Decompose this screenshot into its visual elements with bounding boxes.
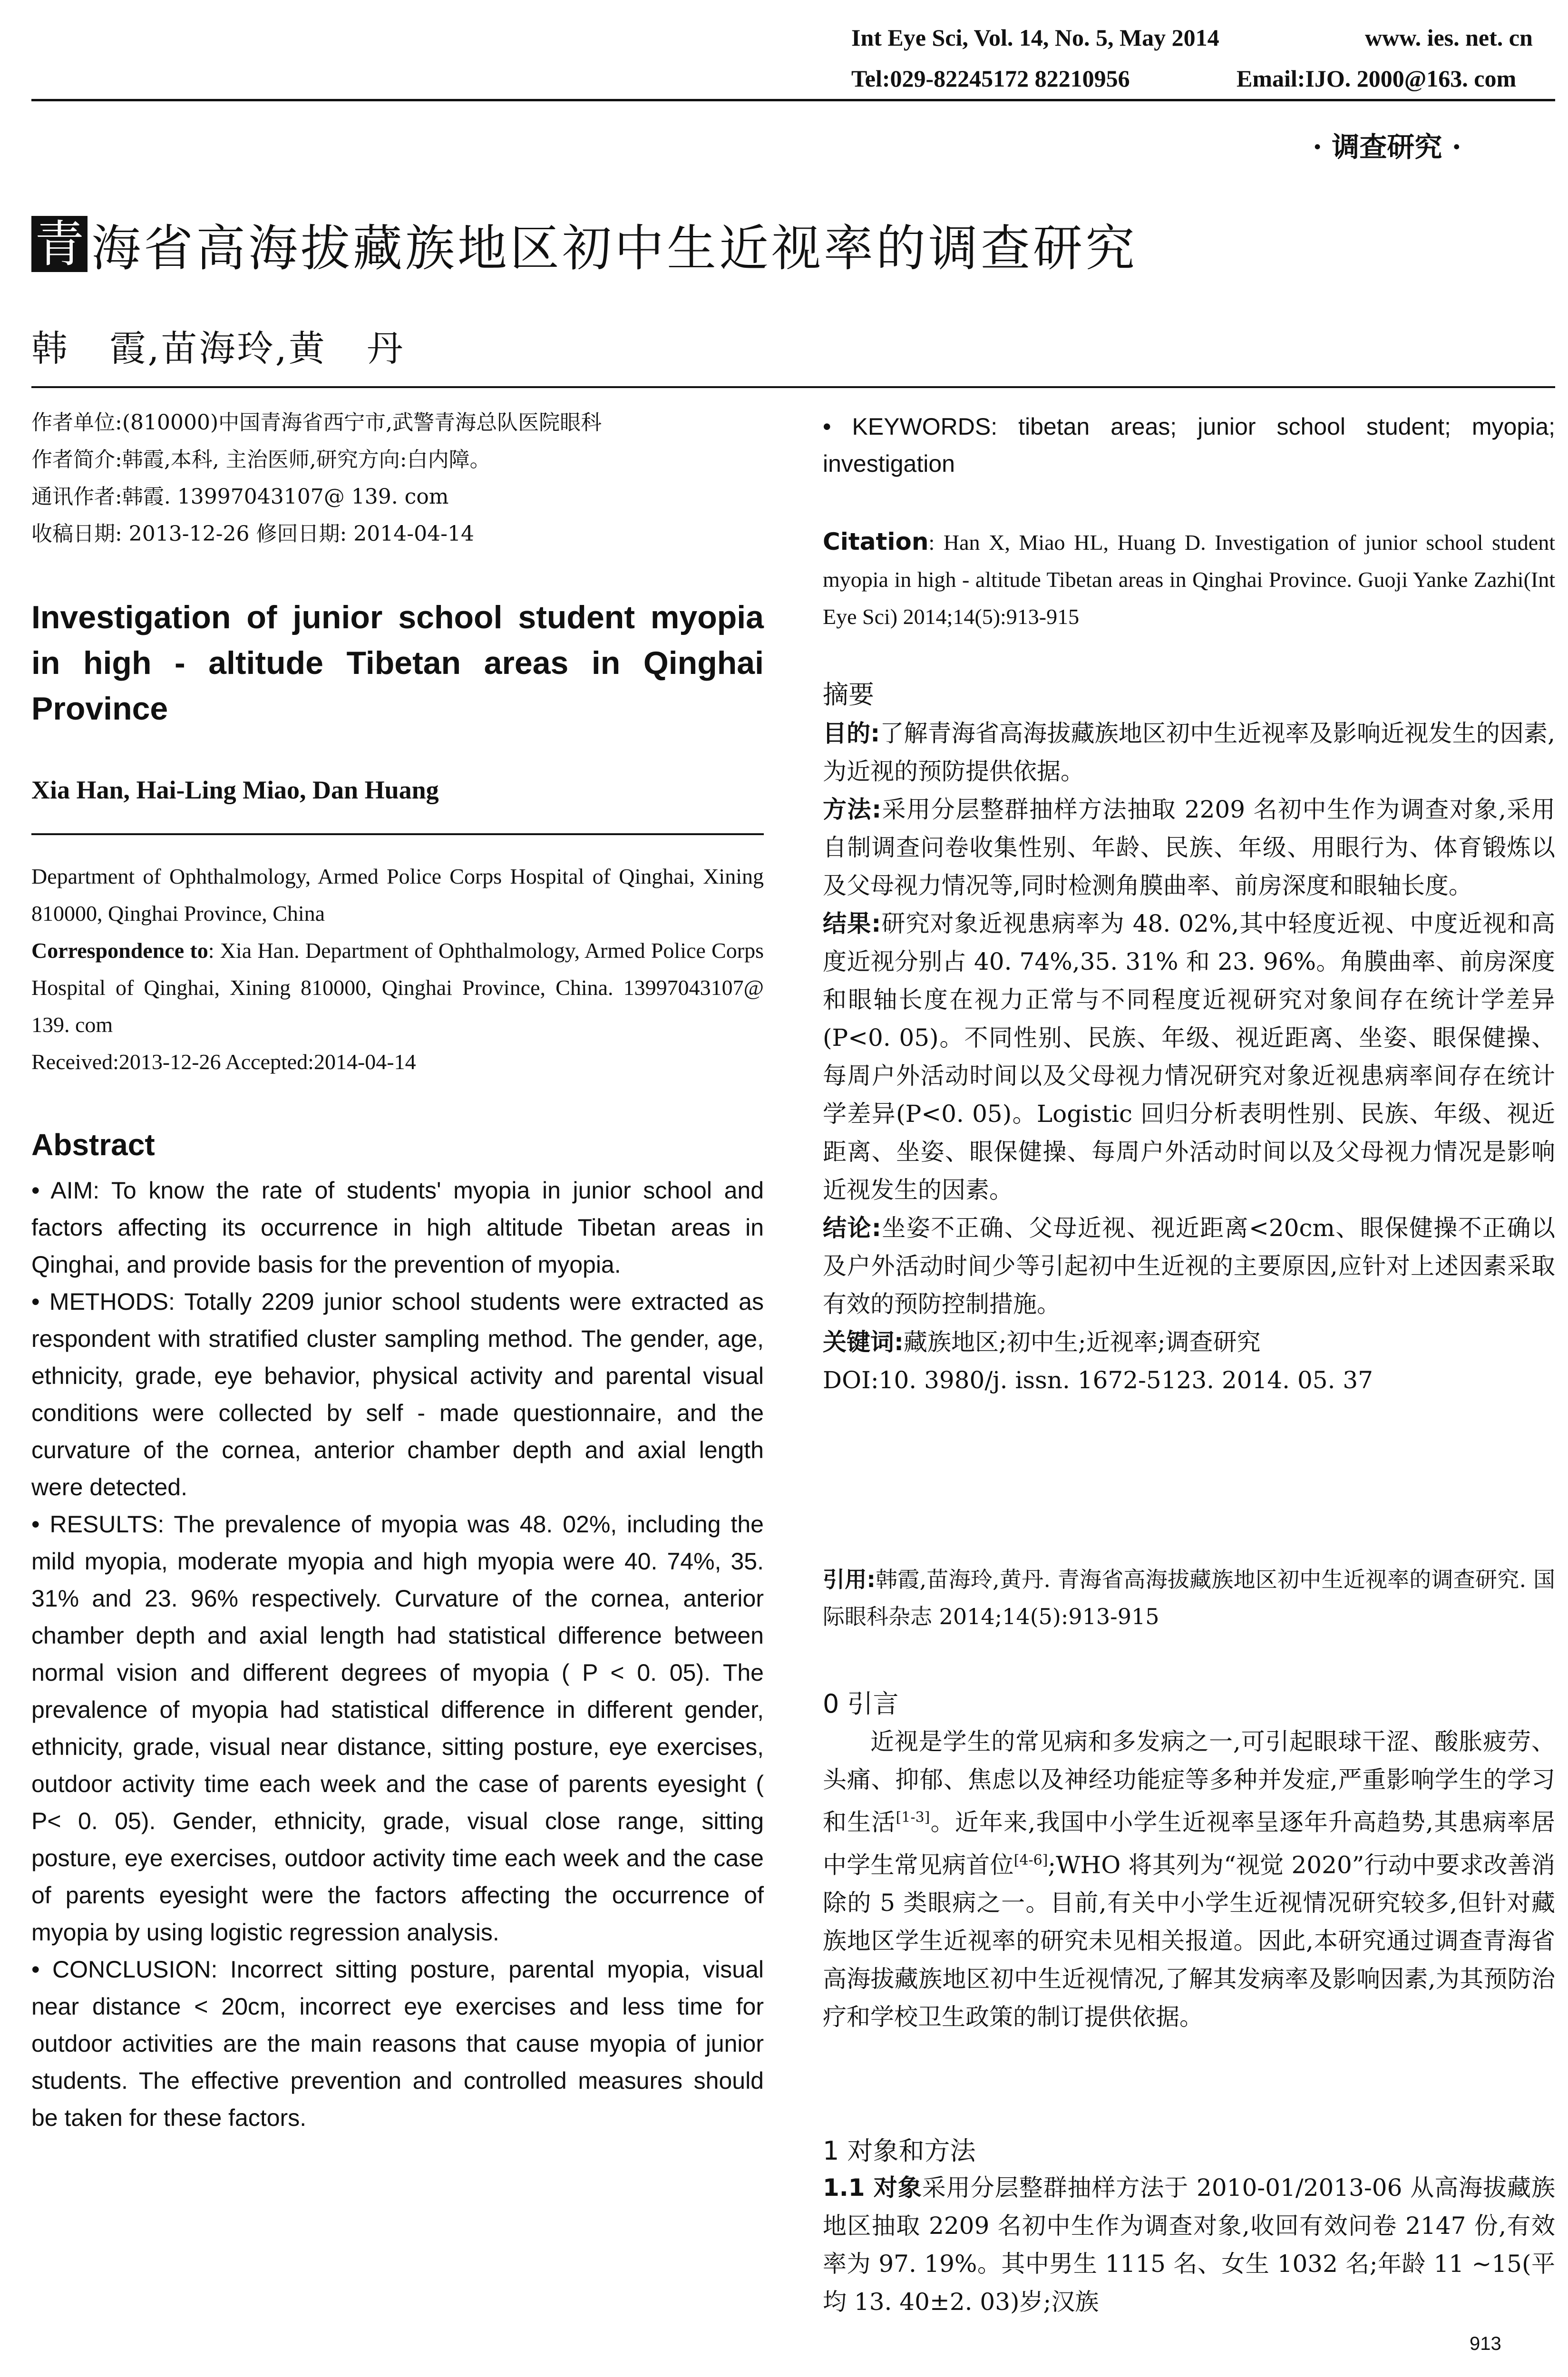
aim-text: : To know the rate of students' myopia in junior school and factors affecting its occurrence in high altitude Tibetan areas in Qinghai, and provide basis for the prevention of myopia. (31, 1177, 764, 1278)
abstract-results (31, 1506, 764, 1951)
journal-email: Email:IJO. 2000@163. com (1237, 65, 1517, 92)
abstract-aim (31, 1172, 764, 1283)
abstract-cn-methods (823, 790, 1555, 905)
correspondence-text: : Xia Han. Department of Ophthalmology, Armed Police Corps Hospital of Qinghai, Xining 810000, Qinghai Province, China. 13997043107@ 139. com (31, 938, 764, 1037)
authors-rule (31, 386, 1555, 388)
intro-text-c: ;WHO 将其列为“视觉 2020”行动中要求改善消除的 5 类眼病之一。目前,有关中小学生近视情况研究较多,但针对藏族地区学生近视率的研究未见相关报道。因此,本研究通过调查青海省高海拔藏族地区初中生近视情况,了解其发病率及影响因素,为其预防治疗和学校卫生政策的制订提供依据。 (823, 1851, 1556, 2031)
section-tag: · 调查研究 · (1313, 131, 1461, 163)
cn-conclusion-text: 坐姿不正确、父母近视、视近距离<20cm、眼保健操不正确以及户外活动时间少等引起初中生近视的主要原因,应针对上述因素采取有效的预防控制措施。 (823, 1214, 1555, 1318)
keywords-en-text (823, 408, 1555, 482)
english-authors: Xia Han, Hai-Ling Miao, Dan Huang (31, 776, 439, 804)
doi: DOI:10. 3980/j. issn. 1672-5123. 2014. 05. 37 (823, 1366, 1373, 1394)
dates-cn: 收稿日期: 2013-12-26 修回日期: 2014-04-14 (31, 522, 474, 546)
english-affiliation (31, 858, 764, 1081)
article-title (31, 208, 1138, 280)
department: Department of Ophthalmology, Armed Police Corps Hospital of Qinghai, Xining 810000, Qinghai Province, China (31, 864, 764, 925)
conclusion-label: • CONCLUSION (31, 1956, 211, 1983)
cn-keywords-label: 关键词: (823, 1328, 904, 1356)
corresponding-author: 通讯作者:韩霞. 13997043107@ 139. com (31, 485, 449, 509)
citation-en (823, 523, 1555, 635)
header-rule (31, 99, 1555, 101)
cn-conclusion-label: 结论: (823, 1214, 881, 1242)
page-number: 913 (1470, 2333, 1501, 2354)
results-text: : The prevalence of myopia was 48. 02%, including the mild myopia, moderate myopia and high myopia were 40. 74%, 35. 31% and 23. 96% respectively. Curvature of the cornea, anterior chamber depth and axial length had statistical difference between normal vision and different degrees of myopia ( P < 0. 05). The prevalence of myopia had statistical difference in different gender, ethnicity, grade, visual near distance, sitting posture, eye exercises, outdoor activity time each week and the case of parents eyesight ( P< 0. 05). Gender, ethnicity, grade, visual close range, sitting posture, eye exercises, outdoor activity time each week and the case of parents eyesight were the factors affecting the occurrence of myopia by using logistic regression analysis. (31, 1511, 764, 1946)
keywords-en (823, 408, 1555, 482)
author-bio: 作者简介:韩霞,本科, 主治医师,研究方向:白内障。 (31, 448, 491, 472)
cn-methods-label: 方法: (823, 796, 882, 823)
results-label: • RESULTS (31, 1511, 158, 1538)
keywords-en-label: • KEYWORDS (823, 413, 991, 440)
intro-text-a: 近视是学生的常见病和多发病之一,可引起眼球干涩、酸胀疲劳、头痛、抑郁、焦虑以及神经功能症等多种并发症,严重影响学生的学习和生活 (823, 1728, 1555, 1836)
title-text: 海省高海拔藏族地区初中生近视率的调查研究 (91, 219, 1138, 277)
cn-results-label: 结果: (823, 910, 881, 937)
cn-results-text: 研究对象近视患病率为 48. 02%,其中轻度近视、中度近视和高度近视分别占 40. 74%,35. 31% 和 23. 96%。角膜曲率、前房深度和眼轴长度在视力正常与不同程度近视研究对象间存在统计学差异(P<0. 05)。不同性别、民族、年级、视近距离、坐姿、眼保健操、每周户外活动时间以及父母视力情况研究对象近视患病率间存在统计学差异(P<0. 05)。Logistic 回归分析表明性别、民族、年级、视近距离、坐姿、眼保健操、每周户外活动时间以及父母视力情况是影响近视发生的因素。 (823, 910, 1555, 1204)
aim-label: • AIM (31, 1177, 93, 1204)
intro-text-b: 。近年来,我国中小学生近视率呈逐年升高趋势,其患病率居中学生常见病首位 (823, 1808, 1555, 1879)
conclusion-text: : Incorrect sitting posture, parental myopia, visual near distance < 20cm, incorrect eye exercises and less time for outdoor activities are the main reasons that cause myopia of junior students. The effective prevention and controlled measures should be taken for these factors. (31, 1956, 764, 2131)
english-title: Investigation of junior school student myopia in high - altitude Tibetan areas in Qinghai Province (31, 599, 764, 727)
abstract-methods (31, 1283, 764, 1506)
cn-aim-label: 目的: (823, 720, 880, 747)
cn-methods-text: 采用分层整群抽样方法抽取 2209 名初中生作为调查对象,采用自制调查问卷收集性别、年龄、民族、年级、用眼行为、体育锻炼以及父母视力情况等,同时检测角膜曲率、前房深度和眼轴长度。 (823, 796, 1555, 899)
intro-paragraph (823, 1723, 1555, 2036)
methods-subjects (823, 2169, 1555, 2321)
citation-text (823, 523, 1555, 635)
correspondence-label: Correspondence to (31, 938, 208, 963)
ref-4-6: [4-6] (1013, 1851, 1048, 1869)
authors-cn: 韩 霞,苗海玲,黄 丹 (31, 327, 405, 370)
keywords-en-values: : tibetan areas; junior school student; myopia; investigation (823, 413, 1555, 477)
cite-cn-label: 引用: (823, 1567, 876, 1592)
author-affiliation: 作者单位:(810000)中国青海省西宁市,武警青海总队医院眼科 (31, 410, 602, 435)
cite-cn (823, 1561, 1555, 1635)
abstract-cn (823, 714, 1555, 1399)
journal-website: www. ies. net. cn (1365, 24, 1533, 51)
journal-citation: Int Eye Sci, Vol. 14, No. 5, May 2014 (851, 24, 1219, 51)
intro-heading: 0 引言 (823, 1689, 899, 1719)
abstract-conclusion (31, 1951, 764, 2136)
abstract-cn-conclusion (823, 1209, 1555, 1323)
methods-sub-text: 采用分层整群抽样方法于 2010-01/2013-06 从高海拔藏族地区抽取 2209 名初中生作为调查对象,收回有效问卷 2147 份,有效率为 97. 19%。其中男生 1115 名、女生 1032 名;年龄 11 ~15(平均 13. 40±2. 03)岁;汉族 (823, 2174, 1555, 2316)
methods-subjects-text (823, 2169, 1555, 2321)
received-accepted: Received:2013-12-26 Accepted:2014-04-14 (31, 1050, 416, 1074)
journal-tel: Tel:029-82245172 82210956 (851, 65, 1130, 92)
abstract-cn-results (823, 905, 1555, 1209)
ref-1-3: [1-3] (896, 1809, 930, 1826)
abstract-en (31, 1172, 764, 2136)
cite-cn-text (823, 1561, 1555, 1635)
methods-label: • METHODS (31, 1288, 168, 1315)
methods-text: : Totally 2209 junior school students were extracted as respondent with stratified cluster sampling method. The gender, age, ethnicity, grade, eye behavior, physical activity and parental visual conditions were collected by self - made questionnaire, and the curvature of the cornea, anterior chamber depth and axial length were detected. (31, 1288, 764, 1500)
abstract-cn-aim (823, 714, 1555, 790)
author-info (31, 404, 764, 553)
cite-cn-body: 韩霞,苗海玲,黄丹. 青海省高海拔藏族地区初中生近视率的调查研究. 国际眼科杂志 2014;14(5):913-915 (823, 1567, 1556, 1629)
abstract-cn-heading: 摘要 (823, 680, 874, 710)
abstract-heading: Abstract (31, 1128, 155, 1162)
intro (823, 1723, 1555, 2036)
cn-keywords-text: 藏族地区;初中生;近视率;调查研究 (904, 1328, 1261, 1356)
methods-heading: 1 对象和方法 (823, 2136, 976, 2166)
correspondence (31, 932, 764, 1043)
title-first-char: 青 (31, 216, 88, 272)
citation-body: : Han X, Miao HL, Huang D. Investigation of junior school student myopia in high - altitude Tibetan areas in Qinghai Province. Guoji Yanke Zazhi(Int Eye Sci) 2014;14(5):913-915 (823, 530, 1555, 629)
abstract-cn-keywords (823, 1323, 1555, 1361)
methods-sub-label: 1.1 对象 (823, 2174, 922, 2202)
cn-aim-text: 了解青海省高海拔藏族地区初中生近视率及影响近视发生的因素,为近视的预防提供依据。 (823, 720, 1555, 785)
citation-label: Citation (823, 528, 929, 555)
en-authors-rule (31, 833, 764, 835)
